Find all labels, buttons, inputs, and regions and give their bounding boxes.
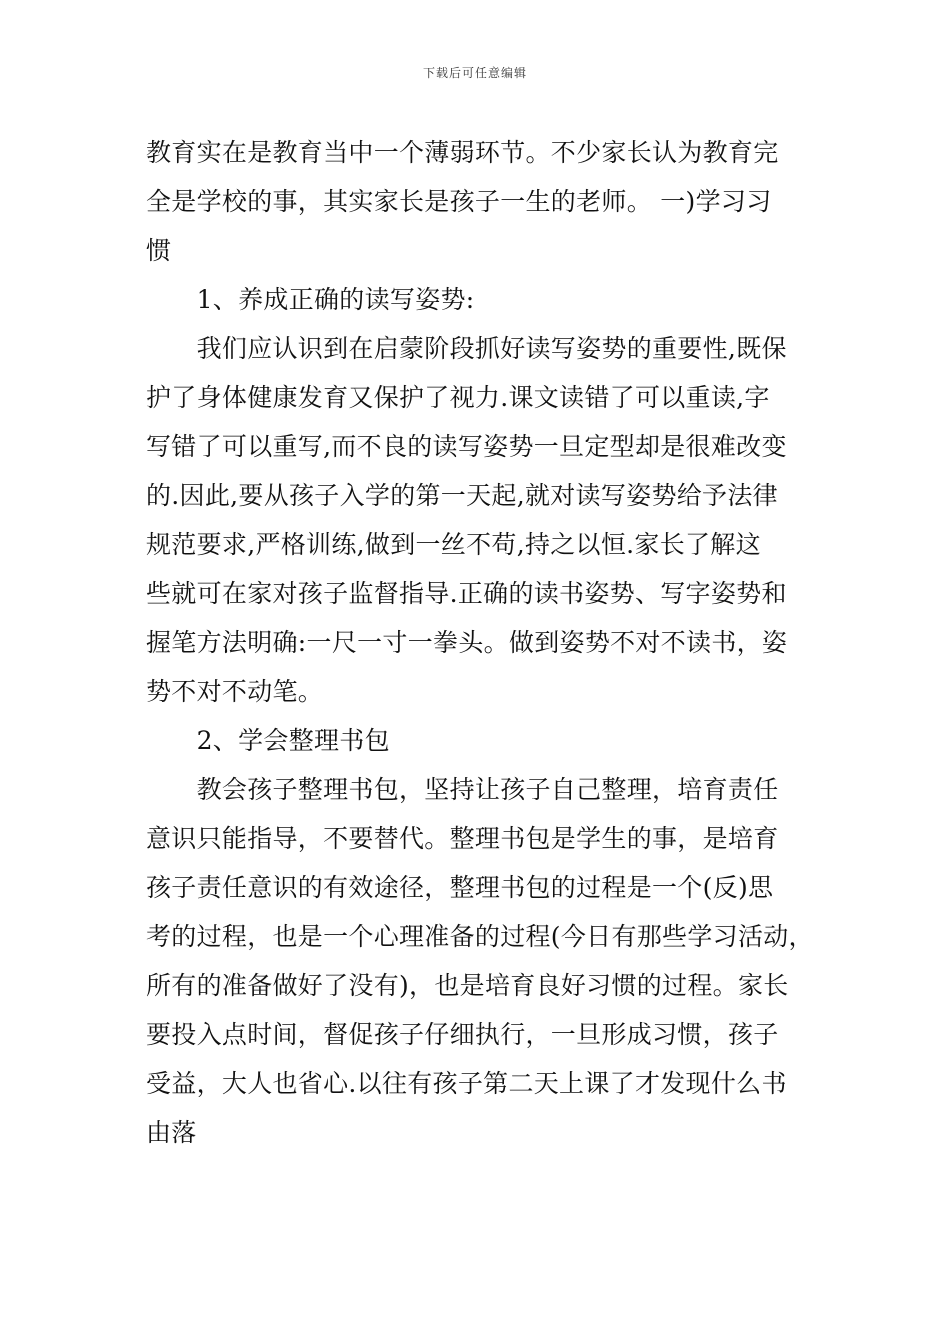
- text-line: 考的过程，也是一个心理准备的过程(今日有那些学习活动，: [146, 922, 814, 951]
- text-line: 的.因此,要从孩子入学的第一天起,就对读写姿势给予法律: [146, 481, 778, 510]
- text-line: 教会孩子整理书包，坚持让孩子自己整理，培育责任: [146, 775, 779, 804]
- section-heading: 2、学会整理书包: [146, 726, 390, 755]
- text-line: 规范要求,严格训练,做到一丝不苟,持之以恒.家长了解这: [146, 530, 761, 559]
- text-line: 由落: [146, 1118, 197, 1147]
- text-line: 所有的准备做好了没有)，也是培育良好习惯的过程。家长: [146, 971, 789, 1000]
- body-text: [146, 128, 814, 1157]
- page-header: 下载后可任意编辑: [422, 66, 527, 80]
- text-line: 教育实在是教育当中一个薄弱环节。不少家长认为教育完: [146, 138, 779, 167]
- text-line: 我们应认识到在启蒙阶段抓好读写姿势的重要性,既保: [146, 334, 787, 363]
- section-heading: 1、养成正确的读写姿势:: [146, 285, 475, 314]
- text-line: 全是学校的事，其实家长是孩子一生的老师。 一)学习习: [146, 187, 772, 216]
- text-line: 握笔方法明确:一尺一寸一拳头。做到姿势不对不读书，姿: [146, 628, 788, 657]
- text-line: 惯: [146, 236, 172, 265]
- text-line: 要投入点时间，督促孩子仔细执行，一旦形成习惯，孩子: [146, 1020, 779, 1049]
- text-line: 意识只能指导，不要替代。整理书包是学生的事，是培育: [146, 824, 779, 853]
- text-line: 势不对不动笔。: [146, 677, 324, 706]
- text-line: 孩子责任意识的有效途径，整理书包的过程是一个(反)思: [146, 873, 774, 902]
- text-line: 受益，大人也省心.以往有孩子第二天上课了才发现什么书: [146, 1069, 787, 1098]
- text-line: 写错了可以重写,而不良的读写姿势一旦定型却是很难改变: [146, 432, 787, 461]
- text-line: 些就可在家对孩子监督指导.正确的读书姿势、写字姿势和: [146, 579, 787, 608]
- text-line: 护了身体健康发育又保护了视力.课文读错了可以重读,字: [146, 383, 770, 412]
